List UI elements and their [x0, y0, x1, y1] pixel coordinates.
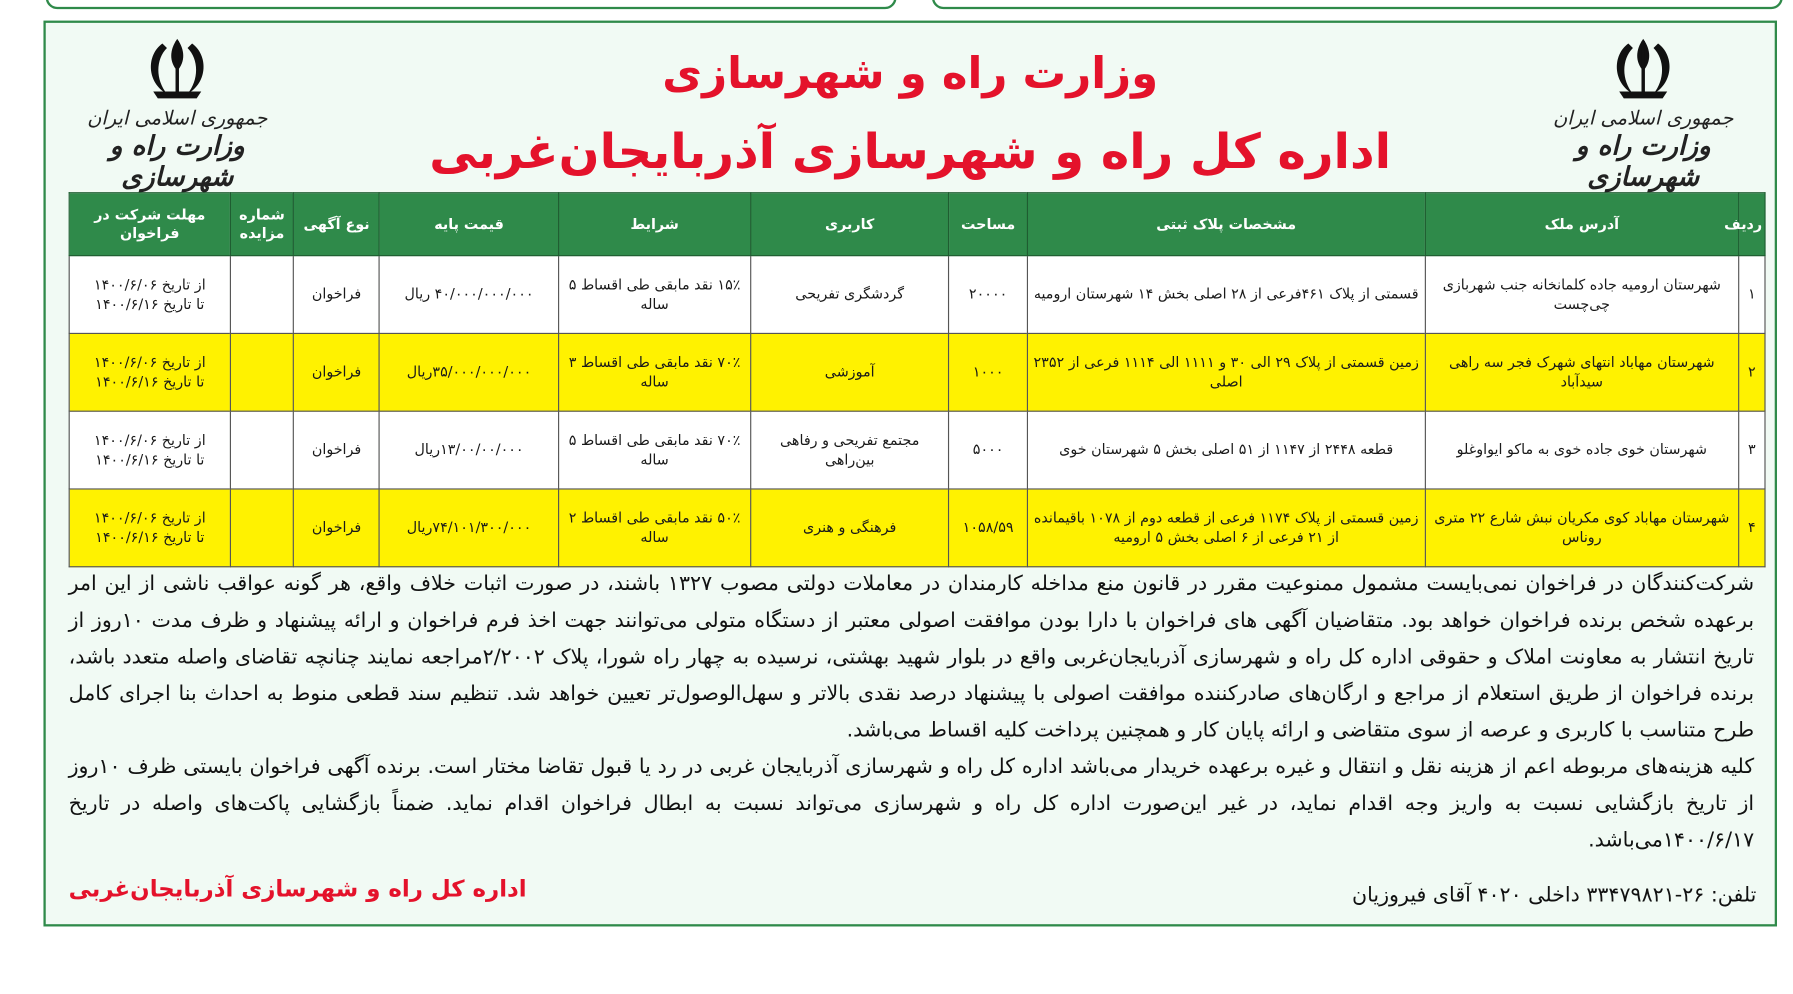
col-header-terms: شرایط [559, 193, 751, 256]
deadline-from: از تاریخ ۱۴۰۰/۶/۰۶ [93, 430, 206, 448]
cell-usage: آموزشی [751, 333, 949, 411]
deadline-from: از تاریخ ۱۴۰۰/۶/۰۶ [93, 508, 206, 526]
col-header-row-no: ردیف [1739, 193, 1765, 256]
cell-deadline [69, 489, 230, 567]
notice-paragraph: شرکت‌کنندگان در فراخوان نمی‌بایست مشمول ممنوعیت مقرر در قانون منع مداخله کارمندان در معاملات دولتی مصوب ۱۳۲۷ باشند، در صورت اثبات خلاف واقع، هر گونه عواقب ناشی از این امر برعهده شخص برنده فراخوان خواهد بود. متقاضیان آگهی های فراخوان با دارا بودن موافقت اصولی معتبر از دستگاه متولی می‌توانند جهت اخذ فرم فراخوان و ارائه پیشنهاد و ظرف مدت ۱۰روز از تاریخ انتشار به معاونت املاک و حقوقی اداره کل راه و شهرسازی آذربایجان‌غربی واقع در بلوار شهید بهشتی، نرسیده به چهار راه شورا، پلاک ۲/۲۰۰۲مراجعه نمایند چنانچه تقاضای واصله متعدد باشد، برنده فراخوان از طریق استعلام از مراجع و ارگان‌های صادرکننده موافقت اصولی با پیشنهاد درصد نقدی بالاتر و سهل‌الوصول‌تر تعیین خواهد شد. تنظیم سند قطعی منوط به احداث بنا اجرای کامل طرح متناسب با کاربری و عرصه از سوی متقاضی و ارائه پایان کار و همچنین پرداخت کلیه اقساط می‌باشد. [68, 571, 1755, 743]
cell-auction-no [230, 333, 293, 411]
table-row [69, 333, 1765, 411]
cell-row-no: ۳ [1739, 411, 1765, 489]
top-tab-right [932, 0, 1783, 9]
deadline-to: تا تاریخ ۱۴۰۰/۶/۱۶ [95, 527, 205, 546]
cell-area: ۲۰۰۰۰ [949, 256, 1028, 334]
top-tab-left [46, 0, 897, 9]
cell-deadline [69, 256, 230, 334]
emblem-text-ministry: وزارت راه و شهرسازی [109, 130, 245, 193]
cell-terms: ۵۰٪ نقد مابقی طی اقساط ۲ ساله [559, 489, 751, 567]
title-directorate: اداره کل راه و شهرسازی آذربایجان‌غربی [429, 123, 1392, 180]
cell-ad-type: فراخوان [294, 333, 380, 411]
table-row [69, 256, 1765, 334]
deadline-from: از تاریخ ۱۴۰۰/۶/۰۶ [93, 353, 206, 371]
cell-base-price: ۴۰/۰۰۰/۰۰۰/۰۰۰ ریال [380, 256, 559, 334]
cell-ad-type: فراخوان [294, 489, 380, 567]
cell-address: شهرستان خوی جاده خوی به ماکو ایواوغلو [1425, 411, 1739, 489]
cell-terms: ۷۰٪ نقد مابقی طی اقساط ۳ ساله [559, 333, 751, 411]
cell-usage: مجتمع تفریحی و رفاهی بین‌راهی [751, 411, 949, 489]
contact-phone: تلفن: ۲۶-۳۳۴۷۹۸۲۱ داخلی ۴۰۲۰ آقای فیروزیان [1351, 883, 1757, 908]
deadline-to: تا تاریخ ۱۴۰۰/۶/۱۶ [95, 372, 205, 390]
cell-usage: فرهنگی و هنری [751, 489, 949, 567]
cell-deadline [69, 411, 230, 489]
table-header-row [69, 193, 1765, 256]
col-header-usage: کاربری [751, 193, 949, 256]
cell-auction-no [230, 489, 293, 567]
col-header-base-price: قیمت پایه [380, 193, 559, 256]
emblem-text-ministry: وزارت راه و شهرسازی [1575, 130, 1711, 193]
property-table [69, 192, 1766, 567]
cell-usage: گردشگری تفریحی [751, 256, 949, 334]
col-header-ad-type: نوع آگهی [294, 193, 380, 256]
cell-terms: ۱۵٪ نقد مابقی طی اقساط ۵ ساله [559, 256, 751, 334]
title-ministry: وزارت راه و شهرسازی [662, 48, 1159, 99]
cell-address: شهرستان مهاباد کوی مکریان نبش شارع ۲۲ متری روناس [1425, 489, 1739, 567]
cell-plaque: قسمتی از پلاک ۴۶۱فرعی از ۲۸ اصلی بخش ۱۴ شهرستان ارومیه [1028, 256, 1425, 334]
col-header-plaque: مشخصات پلاک ثبتی [1028, 193, 1425, 256]
cell-row-no: ۴ [1739, 489, 1765, 567]
cell-deadline [69, 333, 230, 411]
emblem-text-country: جمهوری اسلامی ایران [1553, 107, 1734, 131]
cell-plaque: قطعه ۲۴۴۸ از ۱۱۴۷ از ۵۱ اصلی بخش ۵ شهرستان خوی [1028, 411, 1425, 489]
cell-address: شهرستان مهاباد انتهای شهرک فجر سه راهی سیدآباد [1425, 333, 1739, 411]
table-row [69, 411, 1765, 489]
notice-text [69, 566, 1755, 859]
footer-organization: اداره کل راه و شهرسازی آذربایجان‌غربی [68, 875, 527, 903]
table-row [69, 489, 1765, 567]
cell-base-price: ۷۴/۱۰۱/۳۰۰/۰۰۰ریال [380, 489, 559, 567]
cell-area: ۵۰۰۰ [949, 411, 1028, 489]
cell-auction-no [230, 256, 293, 334]
emblem-text-country: جمهوری اسلامی ایران [87, 107, 268, 131]
cell-area: ۱۰۵۸/۵۹ [949, 489, 1028, 567]
deadline-to: تا تاریخ ۱۴۰۰/۶/۱۶ [95, 450, 205, 468]
ad-frame [43, 21, 1777, 927]
cell-row-no: ۲ [1739, 333, 1765, 411]
cell-base-price: ۱۳/۰۰/۰۰/۰۰۰ریال [380, 411, 559, 489]
col-header-deadline: مهلت شرکت در فراخوان [69, 193, 230, 256]
col-header-address: آدرس ملک [1425, 193, 1739, 256]
col-header-area: مساحت [949, 193, 1028, 256]
deadline-to: تا تاریخ ۱۴۰۰/۶/۱۶ [95, 294, 205, 312]
cell-ad-type: فراخوان [294, 411, 380, 489]
cell-area: ۱۰۰۰ [949, 333, 1028, 411]
cell-auction-no [230, 411, 293, 489]
cell-base-price: ۳۵/۰۰۰/۰۰۰/۰۰۰ریال [380, 333, 559, 411]
cell-ad-type: فراخوان [294, 256, 380, 334]
cell-address: شهرستان ارومیه جاده کلمانخانه جنب شهربازی چی‌چست [1425, 256, 1739, 334]
notice-paragraph: کلیه هزینه‌های مربوطه اعم از هزینه نقل و انتقال و غیره برعهده خریدار می‌باشد اداره کل راه و شهرسازی آذربایجان غربی در رد یا قبول تقاضا مختار است. برنده آگهی فراخوان بایستی ظرف ۱۰روز از تاریخ بازگشایی نسبت به واریز وجه اقدام نماید، در غیر این‌صورت اداره کل راه و شهرسازی می‌تواند نسبت به ابطال فراخوان اقدام نماید. ضمناً بازگشایی پاکت‌های واصله در تاریخ ۱۴۰۰/۶/۱۷می‌باشد. [68, 754, 1755, 853]
cell-plaque: زمین قسمتی از پلاک ۲۹ الی ۳۰ و ۱۱۱۱ الی ۱۱۱۴ فرعی از ۲۳۵۲ اصلی [1028, 333, 1425, 411]
col-header-auction-no: شماره مزایده [230, 193, 293, 256]
cell-terms: ۷۰٪ نقد مابقی طی اقساط ۵ ساله [559, 411, 751, 489]
cell-plaque: زمین قسمتی از پلاک ۱۱۷۴ فرعی از قطعه دوم از ۱۰۷۸ باقیمانده از ۲۱ فرعی از ۶ اصلی بخش ۵ ارومیه [1028, 489, 1425, 567]
deadline-from: از تاریخ ۱۴۰۰/۶/۰۶ [93, 275, 206, 293]
cell-row-no: ۱ [1739, 256, 1765, 334]
